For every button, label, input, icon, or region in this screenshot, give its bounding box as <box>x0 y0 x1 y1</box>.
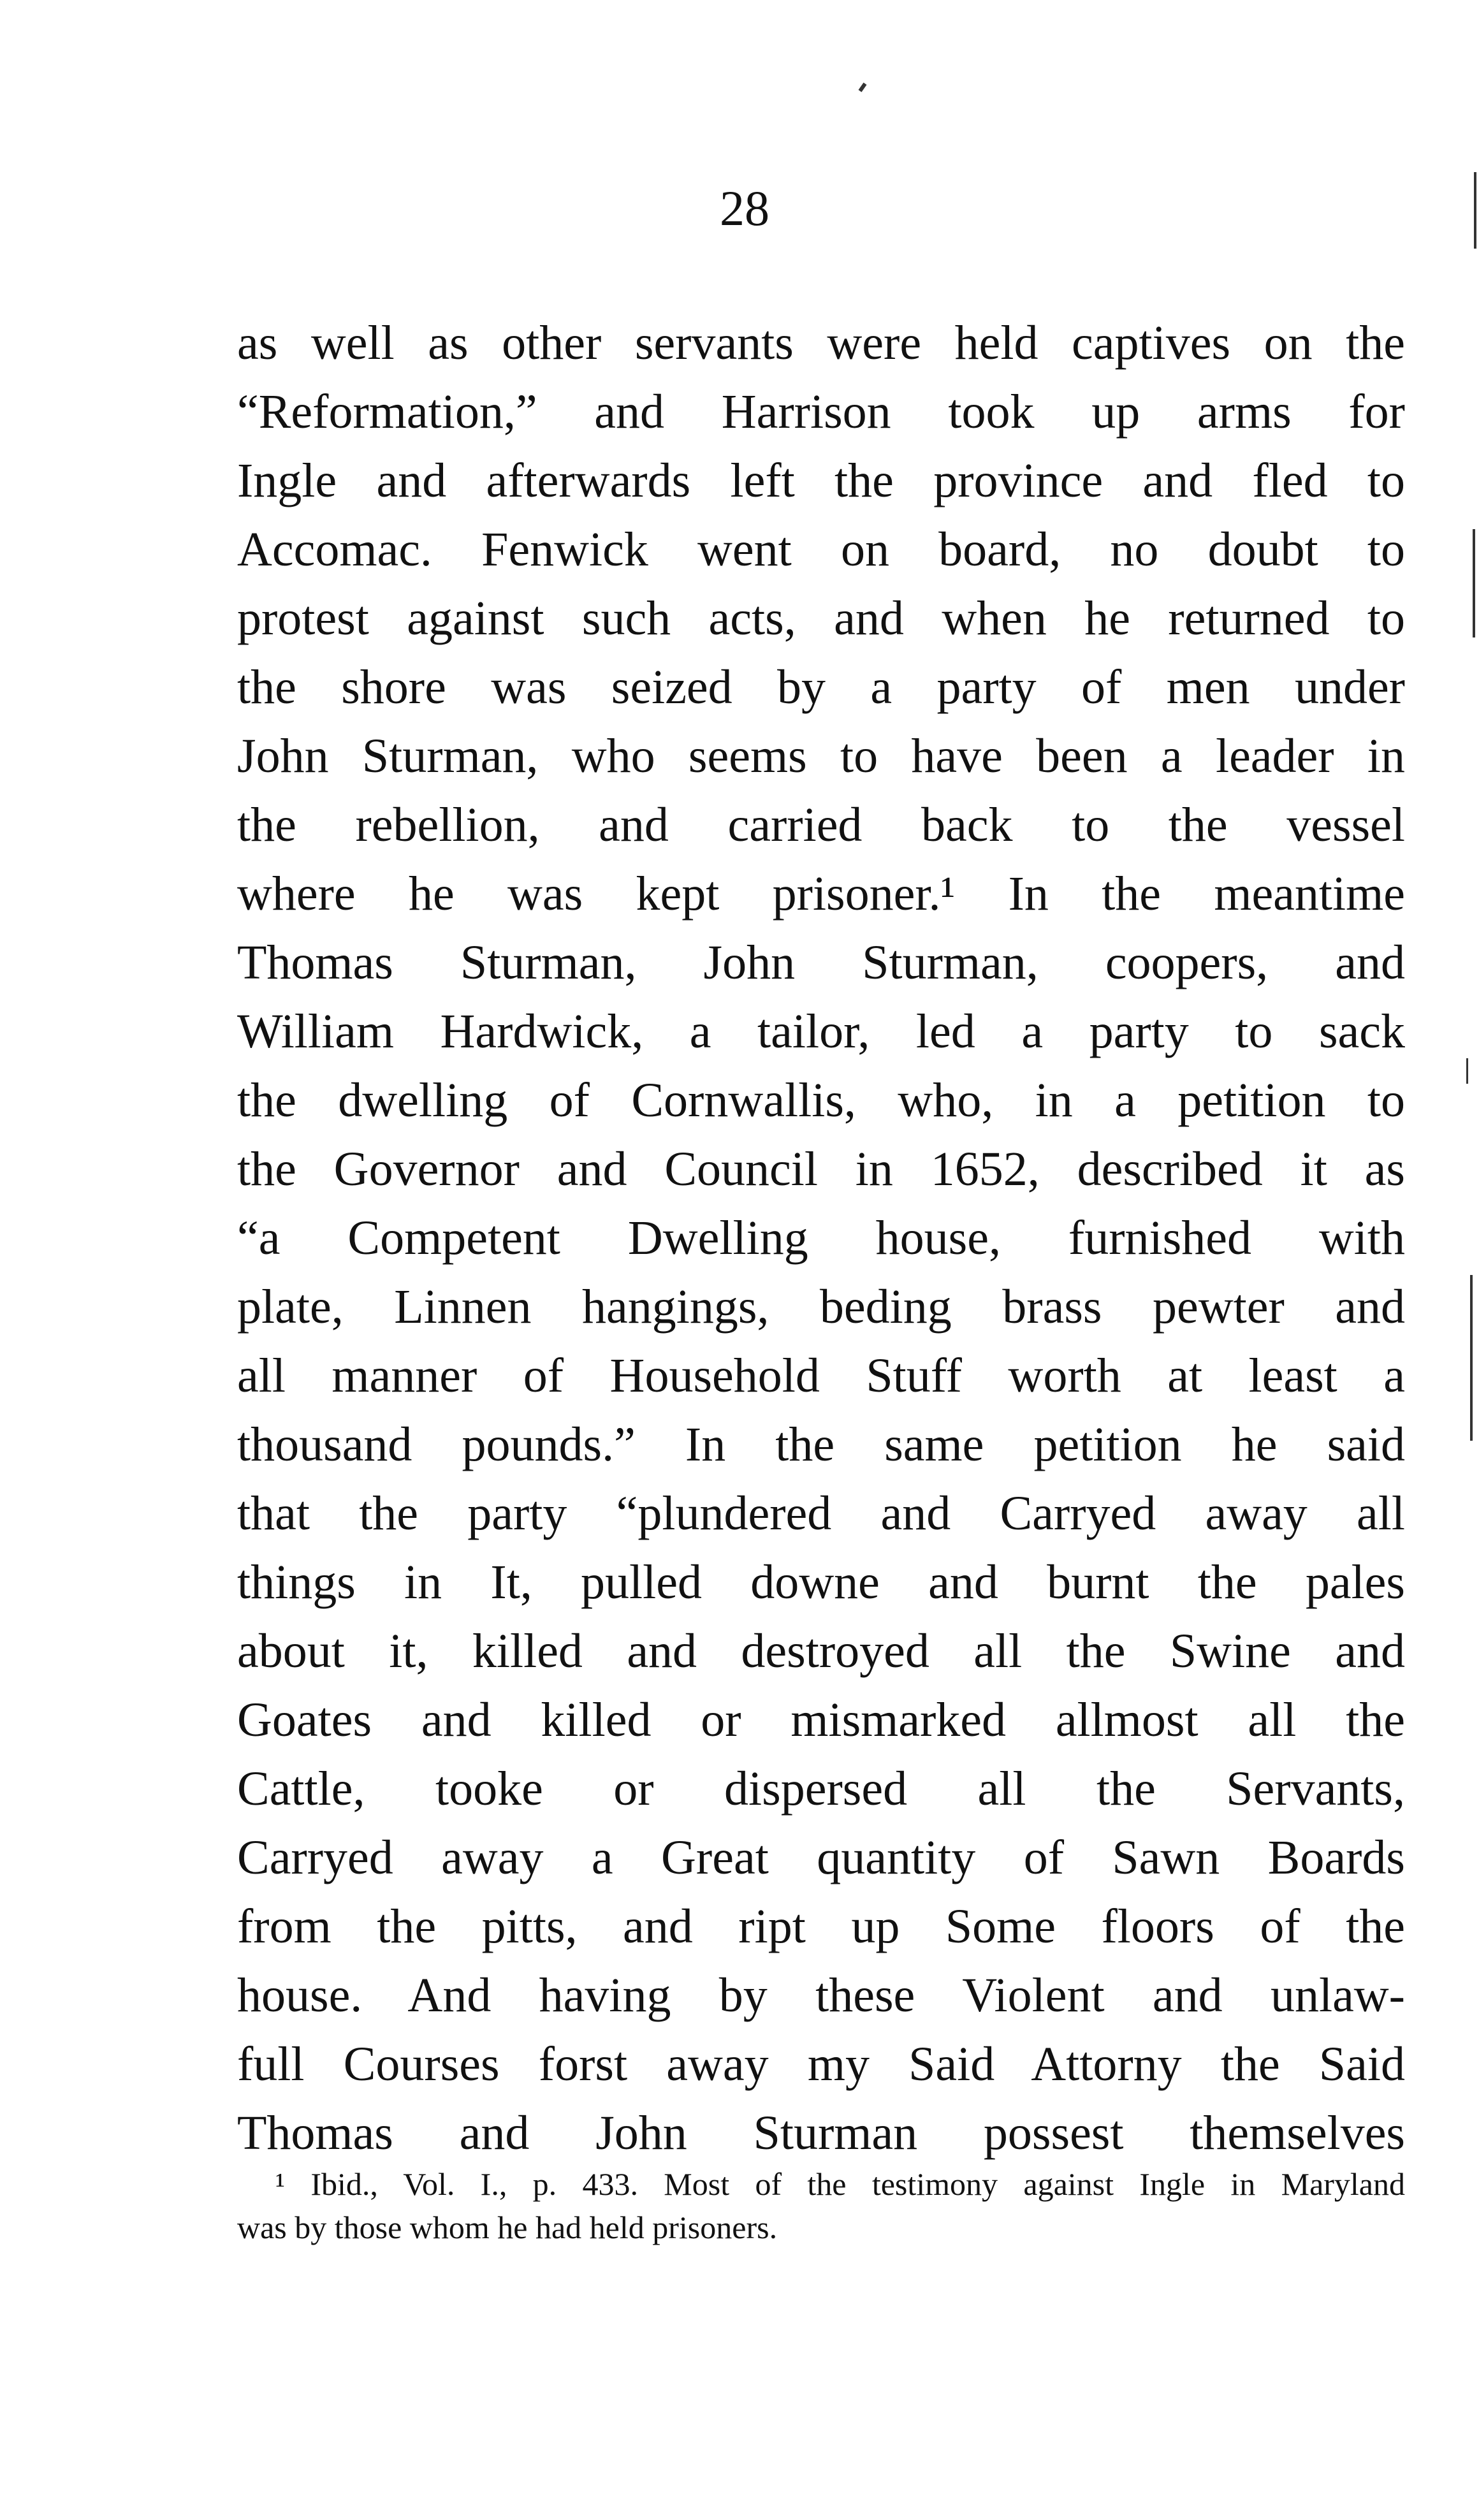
text-line: Thomas Sturman, John Sturman, coopers, and <box>237 936 1405 989</box>
text-line: where he was kept prisoner.¹ In the meantime <box>237 867 1405 921</box>
text-line: from the pitts, and ript up Some floors of the <box>237 1900 1405 1953</box>
text-line: “Reformation,” and Harrison took up arms for <box>237 385 1405 439</box>
text-line: all manner of Household Stuff worth at least a <box>237 1349 1405 1402</box>
text-line: the rebellion, and carried back to the vessel <box>237 798 1405 852</box>
text-line: things in It, pulled downe and burnt the pales <box>237 1555 1405 1609</box>
text-line: about it, killed and destroyed all the Swine and <box>237 1624 1405 1678</box>
scan-mark <box>1470 1275 1473 1441</box>
text-line: Ingle and afterwards left the province and fled to <box>237 454 1405 507</box>
text-line: John Sturman, who seems to have been a leader in <box>237 729 1405 783</box>
text-line: protest against such acts, and when he returned to <box>237 592 1405 645</box>
text-line: Thomas and John Sturman possest themselves <box>237 2106 1405 2160</box>
text-line: Goates and killed or mismarked allmost all the <box>237 1693 1405 1747</box>
text-line: Cattle, tooke or dispersed all the Servants, <box>237 1762 1405 1816</box>
text-line: house. And having by these Violent and unlaw- <box>237 1969 1405 2022</box>
text-line: as well as other servants were held captives on the <box>237 316 1405 370</box>
text-line: the dwelling of Cornwallis, who, in a petition to <box>237 1074 1405 1127</box>
footnote-line: was by those whom he had held prisoners. <box>237 2210 778 2245</box>
scan-mark <box>859 83 867 92</box>
text-line: that the party “plundered and Carryed away all <box>237 1487 1405 1540</box>
text-line: “a Competent Dwelling house, furnished with <box>237 1211 1405 1265</box>
text-line: William Hardwick, a tailor, led a party to sack <box>237 1005 1405 1058</box>
text-line: Carryed away a Great quantity of Sawn Boards <box>237 1831 1405 1884</box>
body-text <box>237 309 1405 2167</box>
text-line: thousand pounds.” In the same petition he said <box>237 1418 1405 1471</box>
scan-mark <box>1466 1058 1468 1084</box>
text-line: Accomac. Fenwick went on board, no doubt to <box>237 523 1405 576</box>
page-number: 28 <box>720 180 769 236</box>
scan-mark <box>1474 172 1476 249</box>
text-line: the shore was seized by a party of men under <box>237 660 1405 714</box>
text-line: the Governor and Council in 1652, described it as <box>237 1142 1405 1196</box>
text-line: full Courses forst away my Said Attorny the Said <box>237 2037 1405 2091</box>
footnote-line: ¹ Ibid., Vol. I., p. 433. Most of the testimony against Ingle in Maryland <box>275 2166 1405 2202</box>
scan-mark <box>1473 529 1475 637</box>
footnotes <box>237 2162 1405 2249</box>
text-line: plate, Linnen hangings, beding brass pewter and <box>237 1280 1405 1334</box>
